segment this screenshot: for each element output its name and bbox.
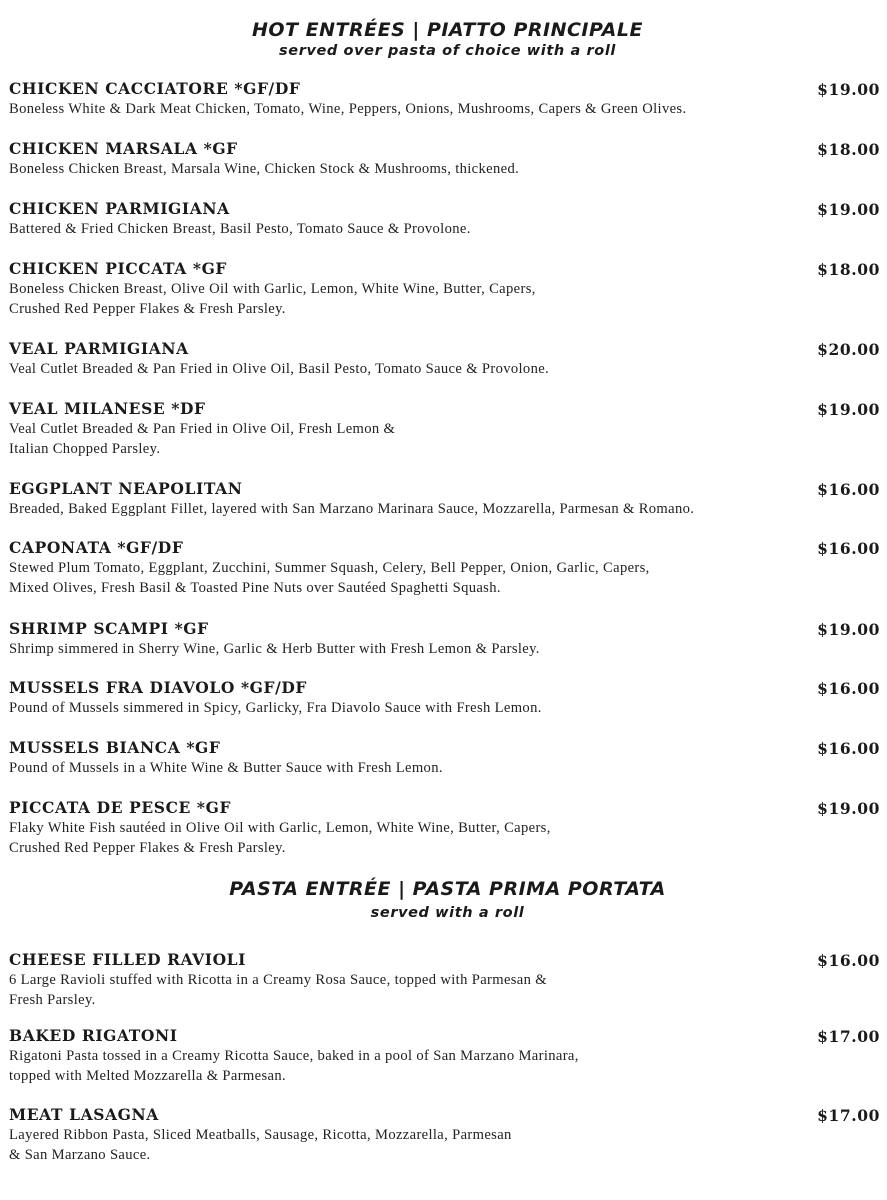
menu-item-description: Veal Cutlet Breaded & Pan Fried in Olive Oil, Basil Pesto, Tomato Sauce & Provolone. [9,361,550,377]
menu-item-description: Stewed Plum Tomato, Eggplant, Zucchini, Summer Squash, Celery, Bell Pepper, Onion, Garlic, Capers, [9,560,650,576]
menu-item-description: Flaky White Fish sautéed in Olive Oil with Garlic, Lemon, White Wine, Butter, Capers, [9,820,551,836]
menu-item-description: Rigatoni Pasta tossed in a Creamy Ricotta Sauce, baked in a pool of San Marzano Marinara, [9,1048,579,1064]
menu-item-price: $17.00 [817,1027,880,1046]
menu-item-name: CHICKEN CACCIATORE *GF/DF [9,79,301,98]
menu-item [9,538,880,598]
menu-item-name: MEAT LASAGNA [9,1105,159,1124]
menu-item-description: Boneless White & Dark Meat Chicken, Tomato, Wine, Peppers, Onions, Mushrooms, Capers & Green Olives. [9,101,687,117]
menu-item-price: $19.00 [817,620,880,639]
menu-item-name: CAPONATA *GF/DF [9,538,184,557]
menu-item-price: $16.00 [817,951,880,970]
menu-item-description: Italian Chopped Parsley. [9,441,161,457]
menu-item [9,798,880,858]
menu-item-name: CHICKEN PICCATA *GF [9,259,228,278]
menu-item [9,479,880,519]
menu-item-description: 6 Large Ravioli stuffed with Ricotta in a Creamy Rosa Sauce, topped with Parmesan & [9,972,547,988]
menu-item-description: Shrimp simmered in Sherry Wine, Garlic & Herb Butter with Fresh Lemon & Parsley. [9,641,540,657]
menu-item [9,199,880,239]
menu-item [9,79,880,119]
menu-item-price: $16.00 [817,739,880,758]
menu-item-name: BAKED RIGATONI [9,1026,178,1045]
menu-item-price: $19.00 [817,400,880,419]
menu-item-price: $19.00 [817,200,880,219]
menu-item [9,259,880,319]
menu-item-description: Pound of Mussels simmered in Spicy, Garlicky, Fra Diavolo Sauce with Fresh Lemon. [9,700,542,716]
pasta-entree-subtitle: served with a roll [370,905,525,921]
menu-item-description: Battered & Fried Chicken Breast, Basil Pesto, Tomato Sauce & Provolone. [9,221,471,237]
menu-item-name: MUSSELS FRA DIAVOLO *GF/DF [9,678,308,697]
menu-item-name: EGGPLANT NEAPOLITAN [9,479,243,498]
menu-item-price: $18.00 [817,140,880,159]
menu-item-description: topped with Melted Mozzarella & Parmesan. [9,1068,286,1084]
menu-item-name: CHEESE FILLED RAVIOLI [9,950,247,969]
menu-item [9,950,880,1010]
menu-item-description: Crushed Red Pepper Flakes & Fresh Parsley. [9,840,286,856]
menu-item [9,139,880,179]
menu-item-description: Fresh Parsley. [9,992,96,1008]
menu-item-price: $20.00 [817,340,880,359]
menu-item [9,678,880,718]
menu-item-description: Boneless Chicken Breast, Olive Oil with Garlic, Lemon, White Wine, Butter, Capers, [9,281,536,297]
menu-item [9,339,880,379]
menu-item [9,738,880,778]
menu-item-description: Pound of Mussels in a White Wine & Butter Sauce with Fresh Lemon. [9,760,443,776]
menu-item-name: PICCATA DE PESCE *GF [9,798,232,817]
menu-item-price: $16.00 [817,539,880,558]
menu-item-price: $19.00 [817,80,880,99]
menu-item-price: $19.00 [817,799,880,818]
menu-item-description: & San Marzano Sauce. [9,1147,151,1163]
menu-item-price: $16.00 [817,679,880,698]
menu-item-price: $16.00 [817,480,880,499]
menu-item [9,1026,880,1086]
menu-item-description: Mixed Olives, Fresh Basil & Toasted Pine Nuts over Sautéed Spaghetti Squash. [9,580,501,596]
hot-entrees-title: HOT ENTRÉES | PIATTO PRINCIPALE [252,19,643,41]
menu-item-name: CHICKEN PARMIGIANA [9,199,230,218]
menu-item-name: CHICKEN MARSALA *GF [9,139,238,158]
menu-item-description: Veal Cutlet Breaded & Pan Fried in Olive Oil, Fresh Lemon & [9,421,396,437]
menu-item-description: Crushed Red Pepper Flakes & Fresh Parsley. [9,301,286,317]
menu-item-price: $17.00 [817,1106,880,1125]
menu-item-description: Boneless Chicken Breast, Marsala Wine, Chicken Stock & Mushrooms, thickened. [9,161,520,177]
hot-entrees-subtitle: served over pasta of choice with a roll [279,43,616,59]
pasta-entree-title: PASTA ENTRÉE | PASTA PRIMA PORTATA [229,878,666,900]
menu-item-name: MUSSELS BIANCA *GF [9,738,221,757]
menu-item-description: Layered Ribbon Pasta, Sliced Meatballs, Sausage, Ricotta, Mozzarella, Parmesan [9,1127,512,1143]
menu-item-description: Breaded, Baked Eggplant Fillet, layered with San Marzano Marinara Sauce, Mozzarella, Parmesan & Romano. [9,501,695,517]
menu-item [9,1105,880,1165]
menu-item-name: SHRIMP SCAMPI *GF [9,619,209,638]
menu-item-name: VEAL PARMIGIANA [9,339,189,358]
menu-item [9,399,880,459]
menu-item [9,619,880,659]
menu-item-price: $18.00 [817,260,880,279]
menu-item-name: VEAL MILANESE *DF [9,399,206,418]
